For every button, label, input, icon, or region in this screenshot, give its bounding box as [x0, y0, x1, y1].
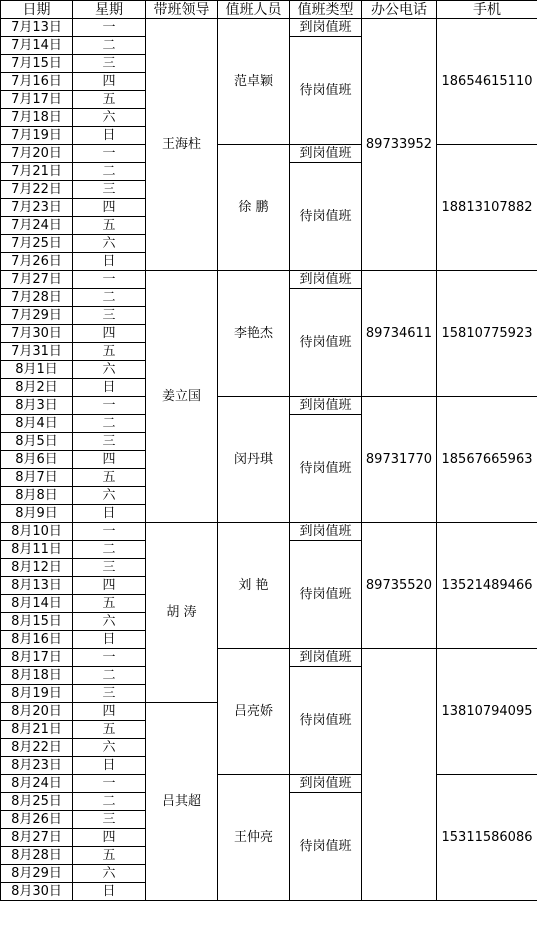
weekday-cell: 四	[73, 199, 146, 217]
leader-cell: 王海柱	[146, 19, 218, 271]
office-phone-cell: 89733952	[362, 19, 437, 271]
duty-type-standby: 待岗值班	[290, 667, 362, 775]
weekday-cell: 日	[73, 379, 146, 397]
weekday-cell: 六	[73, 361, 146, 379]
duty-type-onsite: 到岗值班	[290, 19, 362, 37]
weekday-cell: 六	[73, 109, 146, 127]
date-cell: 7月18日	[1, 109, 73, 127]
weekday-cell: 五	[73, 91, 146, 109]
header-office-phone: 办公电话	[362, 1, 437, 19]
date-cell: 8月4日	[1, 415, 73, 433]
leader-cell: 姜立国	[146, 271, 218, 523]
date-cell: 7月17日	[1, 91, 73, 109]
date-cell: 8月21日	[1, 721, 73, 739]
duty-type-onsite: 到岗值班	[290, 649, 362, 667]
date-cell: 8月14日	[1, 595, 73, 613]
date-cell: 7月27日	[1, 271, 73, 289]
weekday-cell: 四	[73, 577, 146, 595]
date-cell: 8月6日	[1, 451, 73, 469]
weekday-cell: 一	[73, 523, 146, 541]
office-phone-cell: 89731770	[362, 397, 437, 523]
date-cell: 7月13日	[1, 19, 73, 37]
header-duty-type: 值班类型	[290, 1, 362, 19]
date-cell: 7月28日	[1, 289, 73, 307]
header-person: 值班人员	[218, 1, 290, 19]
date-cell: 7月16日	[1, 73, 73, 91]
header-leader: 带班领导	[146, 1, 218, 19]
date-cell: 7月22日	[1, 181, 73, 199]
weekday-cell: 五	[73, 595, 146, 613]
date-cell: 8月3日	[1, 397, 73, 415]
duty-type-standby: 待岗值班	[290, 541, 362, 649]
weekday-cell: 二	[73, 415, 146, 433]
weekday-cell: 二	[73, 37, 146, 55]
date-cell: 7月15日	[1, 55, 73, 73]
date-cell: 7月19日	[1, 127, 73, 145]
table-row	[1, 397, 537, 415]
weekday-cell: 六	[73, 739, 146, 757]
person-cell: 刘 艳	[218, 523, 290, 649]
duty-type-standby: 待岗值班	[290, 163, 362, 271]
date-cell: 8月25日	[1, 793, 73, 811]
mobile-cell: 18813107882	[437, 145, 537, 271]
office-phone-cell: 89735520	[362, 523, 437, 649]
date-cell: 8月28日	[1, 847, 73, 865]
mobile-cell: 18567665963	[437, 397, 537, 523]
date-cell: 8月9日	[1, 505, 73, 523]
weekday-cell: 一	[73, 649, 146, 667]
weekday-cell: 二	[73, 289, 146, 307]
duty-type-onsite: 到岗值班	[290, 775, 362, 793]
leader-cell: 胡 涛	[146, 523, 218, 703]
mobile-cell: 13521489466	[437, 523, 537, 649]
weekday-cell: 二	[73, 163, 146, 181]
office-phone-cell: 89734611	[362, 271, 437, 397]
weekday-cell: 四	[73, 73, 146, 91]
duty-type-onsite: 到岗值班	[290, 397, 362, 415]
table-row	[1, 19, 537, 37]
date-cell: 8月15日	[1, 613, 73, 631]
date-cell: 7月23日	[1, 199, 73, 217]
weekday-cell: 二	[73, 667, 146, 685]
weekday-cell: 五	[73, 343, 146, 361]
weekday-cell: 二	[73, 541, 146, 559]
header-row	[1, 1, 537, 19]
date-cell: 8月30日	[1, 883, 73, 901]
weekday-cell: 四	[73, 325, 146, 343]
person-cell: 王仲亮	[218, 775, 290, 901]
date-cell: 8月16日	[1, 631, 73, 649]
date-cell: 8月8日	[1, 487, 73, 505]
table-row	[1, 523, 537, 541]
date-cell: 7月29日	[1, 307, 73, 325]
mobile-cell: 13810794095	[437, 649, 537, 775]
weekday-cell: 四	[73, 451, 146, 469]
weekday-cell: 五	[73, 721, 146, 739]
mobile-cell: 18654615110	[437, 19, 537, 145]
date-cell: 8月7日	[1, 469, 73, 487]
table-row	[1, 775, 537, 793]
person-cell: 徐 鹏	[218, 145, 290, 271]
weekday-cell: 日	[73, 757, 146, 775]
weekday-cell: 六	[73, 487, 146, 505]
weekday-cell: 日	[73, 253, 146, 271]
weekday-cell: 五	[73, 469, 146, 487]
person-cell: 闵丹琪	[218, 397, 290, 523]
weekday-cell: 四	[73, 703, 146, 721]
duty-type-standby: 待岗值班	[290, 289, 362, 397]
duty-type-onsite: 到岗值班	[290, 145, 362, 163]
duty-type-onsite: 到岗值班	[290, 523, 362, 541]
table-row	[1, 145, 537, 163]
weekday-cell: 五	[73, 217, 146, 235]
person-cell: 范卓颖	[218, 19, 290, 145]
date-cell: 8月18日	[1, 667, 73, 685]
person-cell: 吕亮娇	[218, 649, 290, 775]
date-cell: 7月31日	[1, 343, 73, 361]
date-cell: 8月11日	[1, 541, 73, 559]
weekday-cell: 日	[73, 883, 146, 901]
weekday-cell: 三	[73, 811, 146, 829]
date-cell: 8月13日	[1, 577, 73, 595]
date-cell: 7月26日	[1, 253, 73, 271]
person-cell: 李艳杰	[218, 271, 290, 397]
date-cell: 7月24日	[1, 217, 73, 235]
weekday-cell: 一	[73, 271, 146, 289]
duty-type-onsite: 到岗值班	[290, 271, 362, 289]
date-cell: 8月1日	[1, 361, 73, 379]
office-phone-cell-empty	[362, 649, 437, 901]
header-weekday: 星期	[73, 1, 146, 19]
date-cell: 7月30日	[1, 325, 73, 343]
date-cell: 8月12日	[1, 559, 73, 577]
date-cell: 8月19日	[1, 685, 73, 703]
date-cell: 8月20日	[1, 703, 73, 721]
date-cell: 8月2日	[1, 379, 73, 397]
date-cell: 7月20日	[1, 145, 73, 163]
weekday-cell: 一	[73, 145, 146, 163]
weekday-cell: 一	[73, 19, 146, 37]
date-cell: 8月24日	[1, 775, 73, 793]
weekday-cell: 三	[73, 685, 146, 703]
weekday-cell: 三	[73, 559, 146, 577]
date-cell: 8月29日	[1, 865, 73, 883]
weekday-cell: 四	[73, 829, 146, 847]
date-cell: 8月22日	[1, 739, 73, 757]
table-row	[1, 649, 537, 667]
date-cell: 7月25日	[1, 235, 73, 253]
table-row	[1, 271, 537, 289]
weekday-cell: 一	[73, 775, 146, 793]
weekday-cell: 日	[73, 505, 146, 523]
weekday-cell: 六	[73, 865, 146, 883]
weekday-cell: 一	[73, 397, 146, 415]
duty-type-standby: 待岗值班	[290, 37, 362, 145]
weekday-cell: 六	[73, 613, 146, 631]
duty-type-standby: 待岗值班	[290, 415, 362, 523]
weekday-cell: 六	[73, 235, 146, 253]
leader-cell: 吕其超	[146, 703, 218, 901]
header-mobile: 手机	[437, 1, 537, 19]
header-date: 日期	[1, 1, 73, 19]
weekday-cell: 三	[73, 433, 146, 451]
date-cell: 8月26日	[1, 811, 73, 829]
weekday-cell: 三	[73, 55, 146, 73]
mobile-cell: 15810775923	[437, 271, 537, 397]
date-cell: 8月27日	[1, 829, 73, 847]
weekday-cell: 日	[73, 631, 146, 649]
date-cell: 7月21日	[1, 163, 73, 181]
weekday-cell: 三	[73, 307, 146, 325]
date-cell: 8月17日	[1, 649, 73, 667]
weekday-cell: 日	[73, 127, 146, 145]
date-cell: 7月14日	[1, 37, 73, 55]
mobile-cell: 15311586086	[437, 775, 537, 901]
date-cell: 8月10日	[1, 523, 73, 541]
date-cell: 8月5日	[1, 433, 73, 451]
weekday-cell: 二	[73, 793, 146, 811]
weekday-cell: 三	[73, 181, 146, 199]
date-cell: 8月23日	[1, 757, 73, 775]
weekday-cell: 五	[73, 847, 146, 865]
duty-type-standby: 待岗值班	[290, 793, 362, 901]
